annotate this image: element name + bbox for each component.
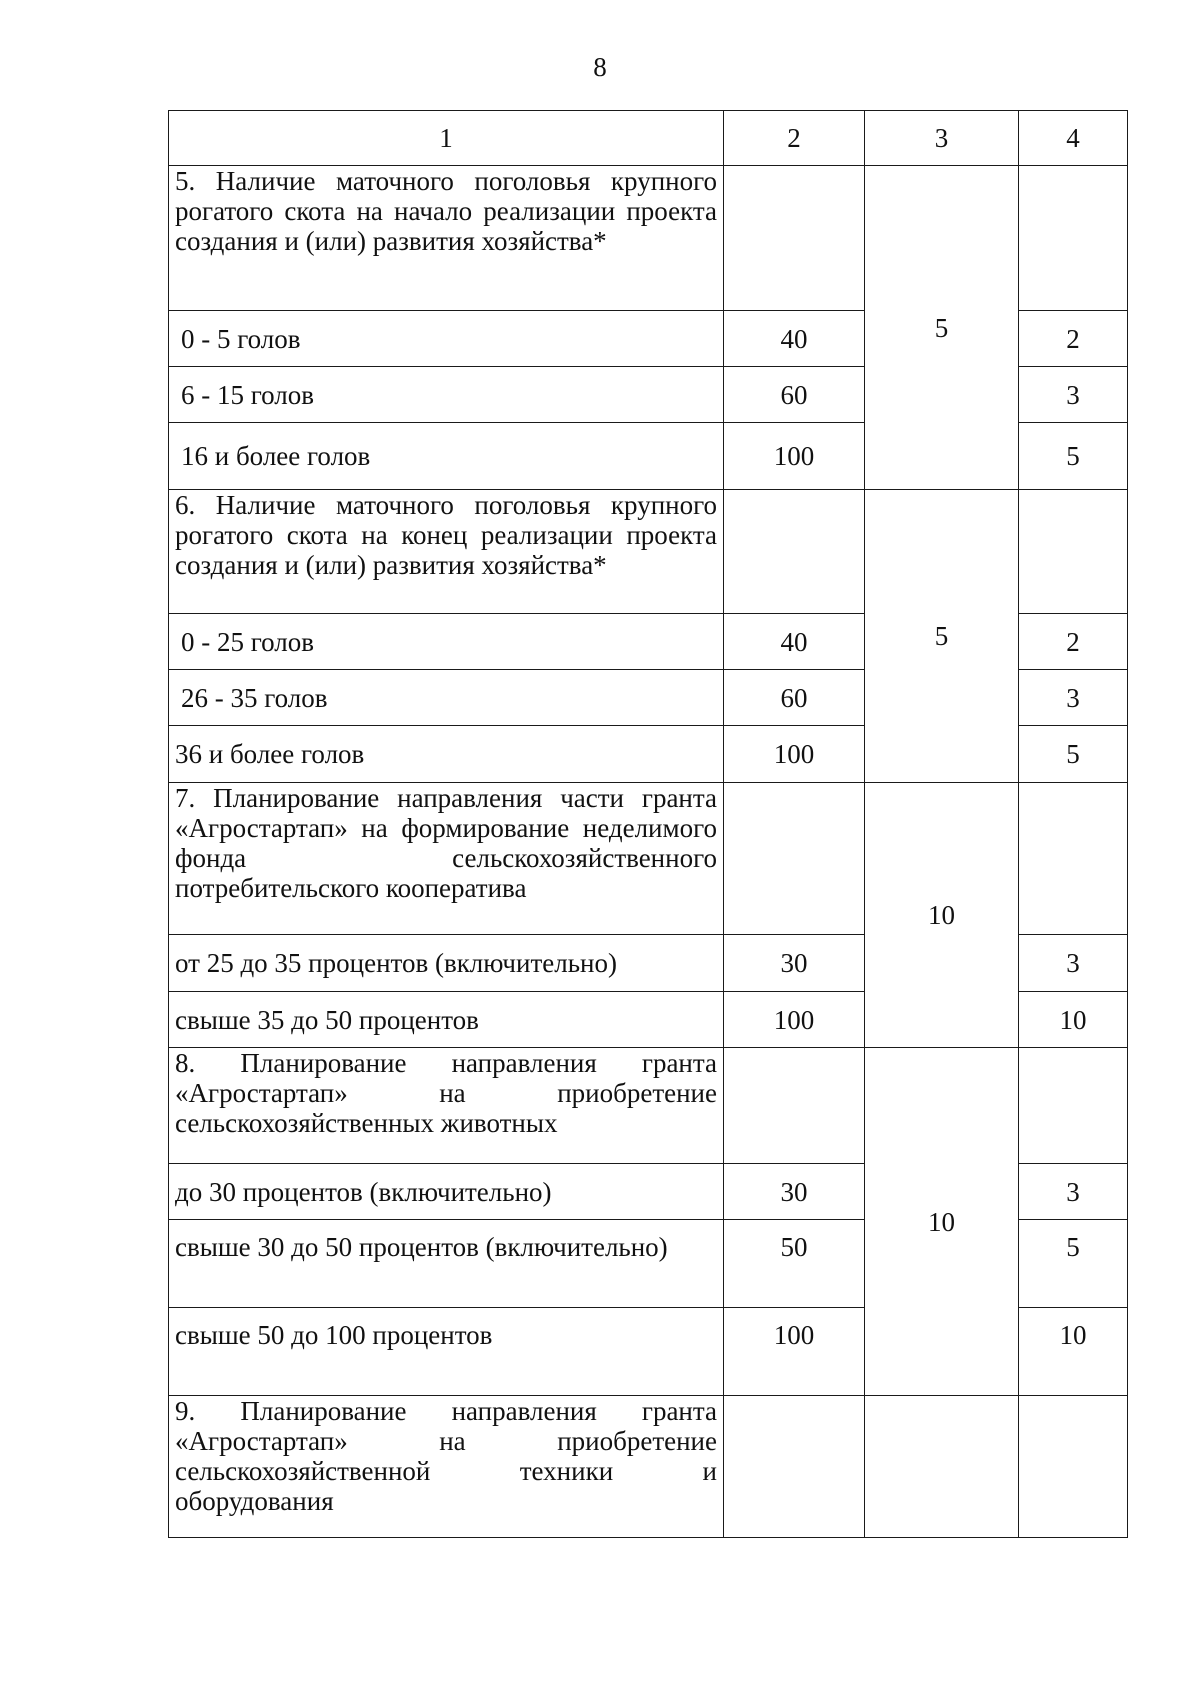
- option-label: свыше 30 до 50 процентов (включительно): [169, 1220, 724, 1308]
- section-title-row: [169, 1048, 1128, 1164]
- empty-cell: [724, 1396, 865, 1538]
- table-header-row: [169, 111, 1128, 166]
- criterion-title: 9. Планирование направления гранта «Агростартап» на приобретение сельскохозяйственной техники и оборудования: [169, 1396, 724, 1538]
- option-label: от 25 до 35 процентов (включительно): [169, 935, 724, 992]
- option-score: 5: [1019, 423, 1128, 490]
- option-label: до 30 процентов (включительно): [169, 1164, 724, 1220]
- section-title-row: [169, 783, 1128, 935]
- option-label: 0 - 5 голов: [169, 311, 724, 367]
- criterion-weight: 10: [865, 1048, 1019, 1396]
- option-score: 10: [1019, 992, 1128, 1048]
- empty-cell: [1019, 783, 1128, 935]
- option-score: 2: [1019, 614, 1128, 670]
- criteria-table: [168, 110, 1128, 1538]
- option-score: 3: [1019, 1164, 1128, 1220]
- column-header: 1: [169, 111, 724, 166]
- option-value: 40: [724, 311, 865, 367]
- option-score: 2: [1019, 311, 1128, 367]
- empty-cell: [724, 166, 865, 311]
- section-title-row: [169, 490, 1128, 614]
- empty-cell: [1019, 1048, 1128, 1164]
- column-header: 3: [865, 111, 1019, 166]
- option-value: 60: [724, 670, 865, 726]
- option-value: 60: [724, 367, 865, 423]
- empty-cell: [1019, 490, 1128, 614]
- criterion-weight: 5: [865, 490, 1019, 783]
- option-score: 3: [1019, 670, 1128, 726]
- criterion-weight: [865, 1396, 1019, 1538]
- criterion-weight: 5: [865, 166, 1019, 490]
- empty-cell: [1019, 1396, 1128, 1538]
- option-label: 36 и более голов: [169, 726, 724, 783]
- option-score: 3: [1019, 935, 1128, 992]
- option-label: свыше 35 до 50 процентов: [169, 992, 724, 1048]
- option-label: свыше 50 до 100 процентов: [169, 1308, 724, 1396]
- column-header: 2: [724, 111, 865, 166]
- option-value: 40: [724, 614, 865, 670]
- page-number: 8: [593, 52, 607, 82]
- empty-cell: [724, 783, 865, 935]
- criterion-title: 7. Планирование направления части гранта «Агростартап» на формирование неделимого фонда сельскохозяйственного потребительского кооператива: [169, 783, 724, 935]
- option-score: 3: [1019, 367, 1128, 423]
- option-label: 6 - 15 голов: [169, 367, 724, 423]
- empty-cell: [1019, 166, 1128, 311]
- criterion-title: 8. Планирование направления гранта «Агростартап» на приобретение сельскохозяйственных животных: [169, 1048, 724, 1164]
- option-label: 16 и более голов: [169, 423, 724, 490]
- column-header: 4: [1019, 111, 1128, 166]
- option-value: 100: [724, 992, 865, 1048]
- criterion-title: 5. Наличие маточного поголовья крупного рогатого скота на начало реализации проекта создания и (или) развития хозяйства*: [169, 166, 724, 311]
- option-value: 100: [724, 726, 865, 783]
- option-value: 100: [724, 423, 865, 490]
- section-title-row: [169, 166, 1128, 311]
- option-score: 5: [1019, 1220, 1128, 1308]
- empty-cell: [724, 1048, 865, 1164]
- option-label: 26 - 35 голов: [169, 670, 724, 726]
- option-value: 100: [724, 1308, 865, 1396]
- criterion-weight: 10: [865, 783, 1019, 1048]
- option-value: 50: [724, 1220, 865, 1308]
- section-title-row: [169, 1396, 1128, 1538]
- option-value: 30: [724, 1164, 865, 1220]
- option-label: 0 - 25 голов: [169, 614, 724, 670]
- option-score: 5: [1019, 726, 1128, 783]
- criterion-title: 6. Наличие маточного поголовья крупного рогатого скота на конец реализации проекта создания и (или) развития хозяйства*: [169, 490, 724, 614]
- option-value: 30: [724, 935, 865, 992]
- option-score: 10: [1019, 1308, 1128, 1396]
- empty-cell: [724, 490, 865, 614]
